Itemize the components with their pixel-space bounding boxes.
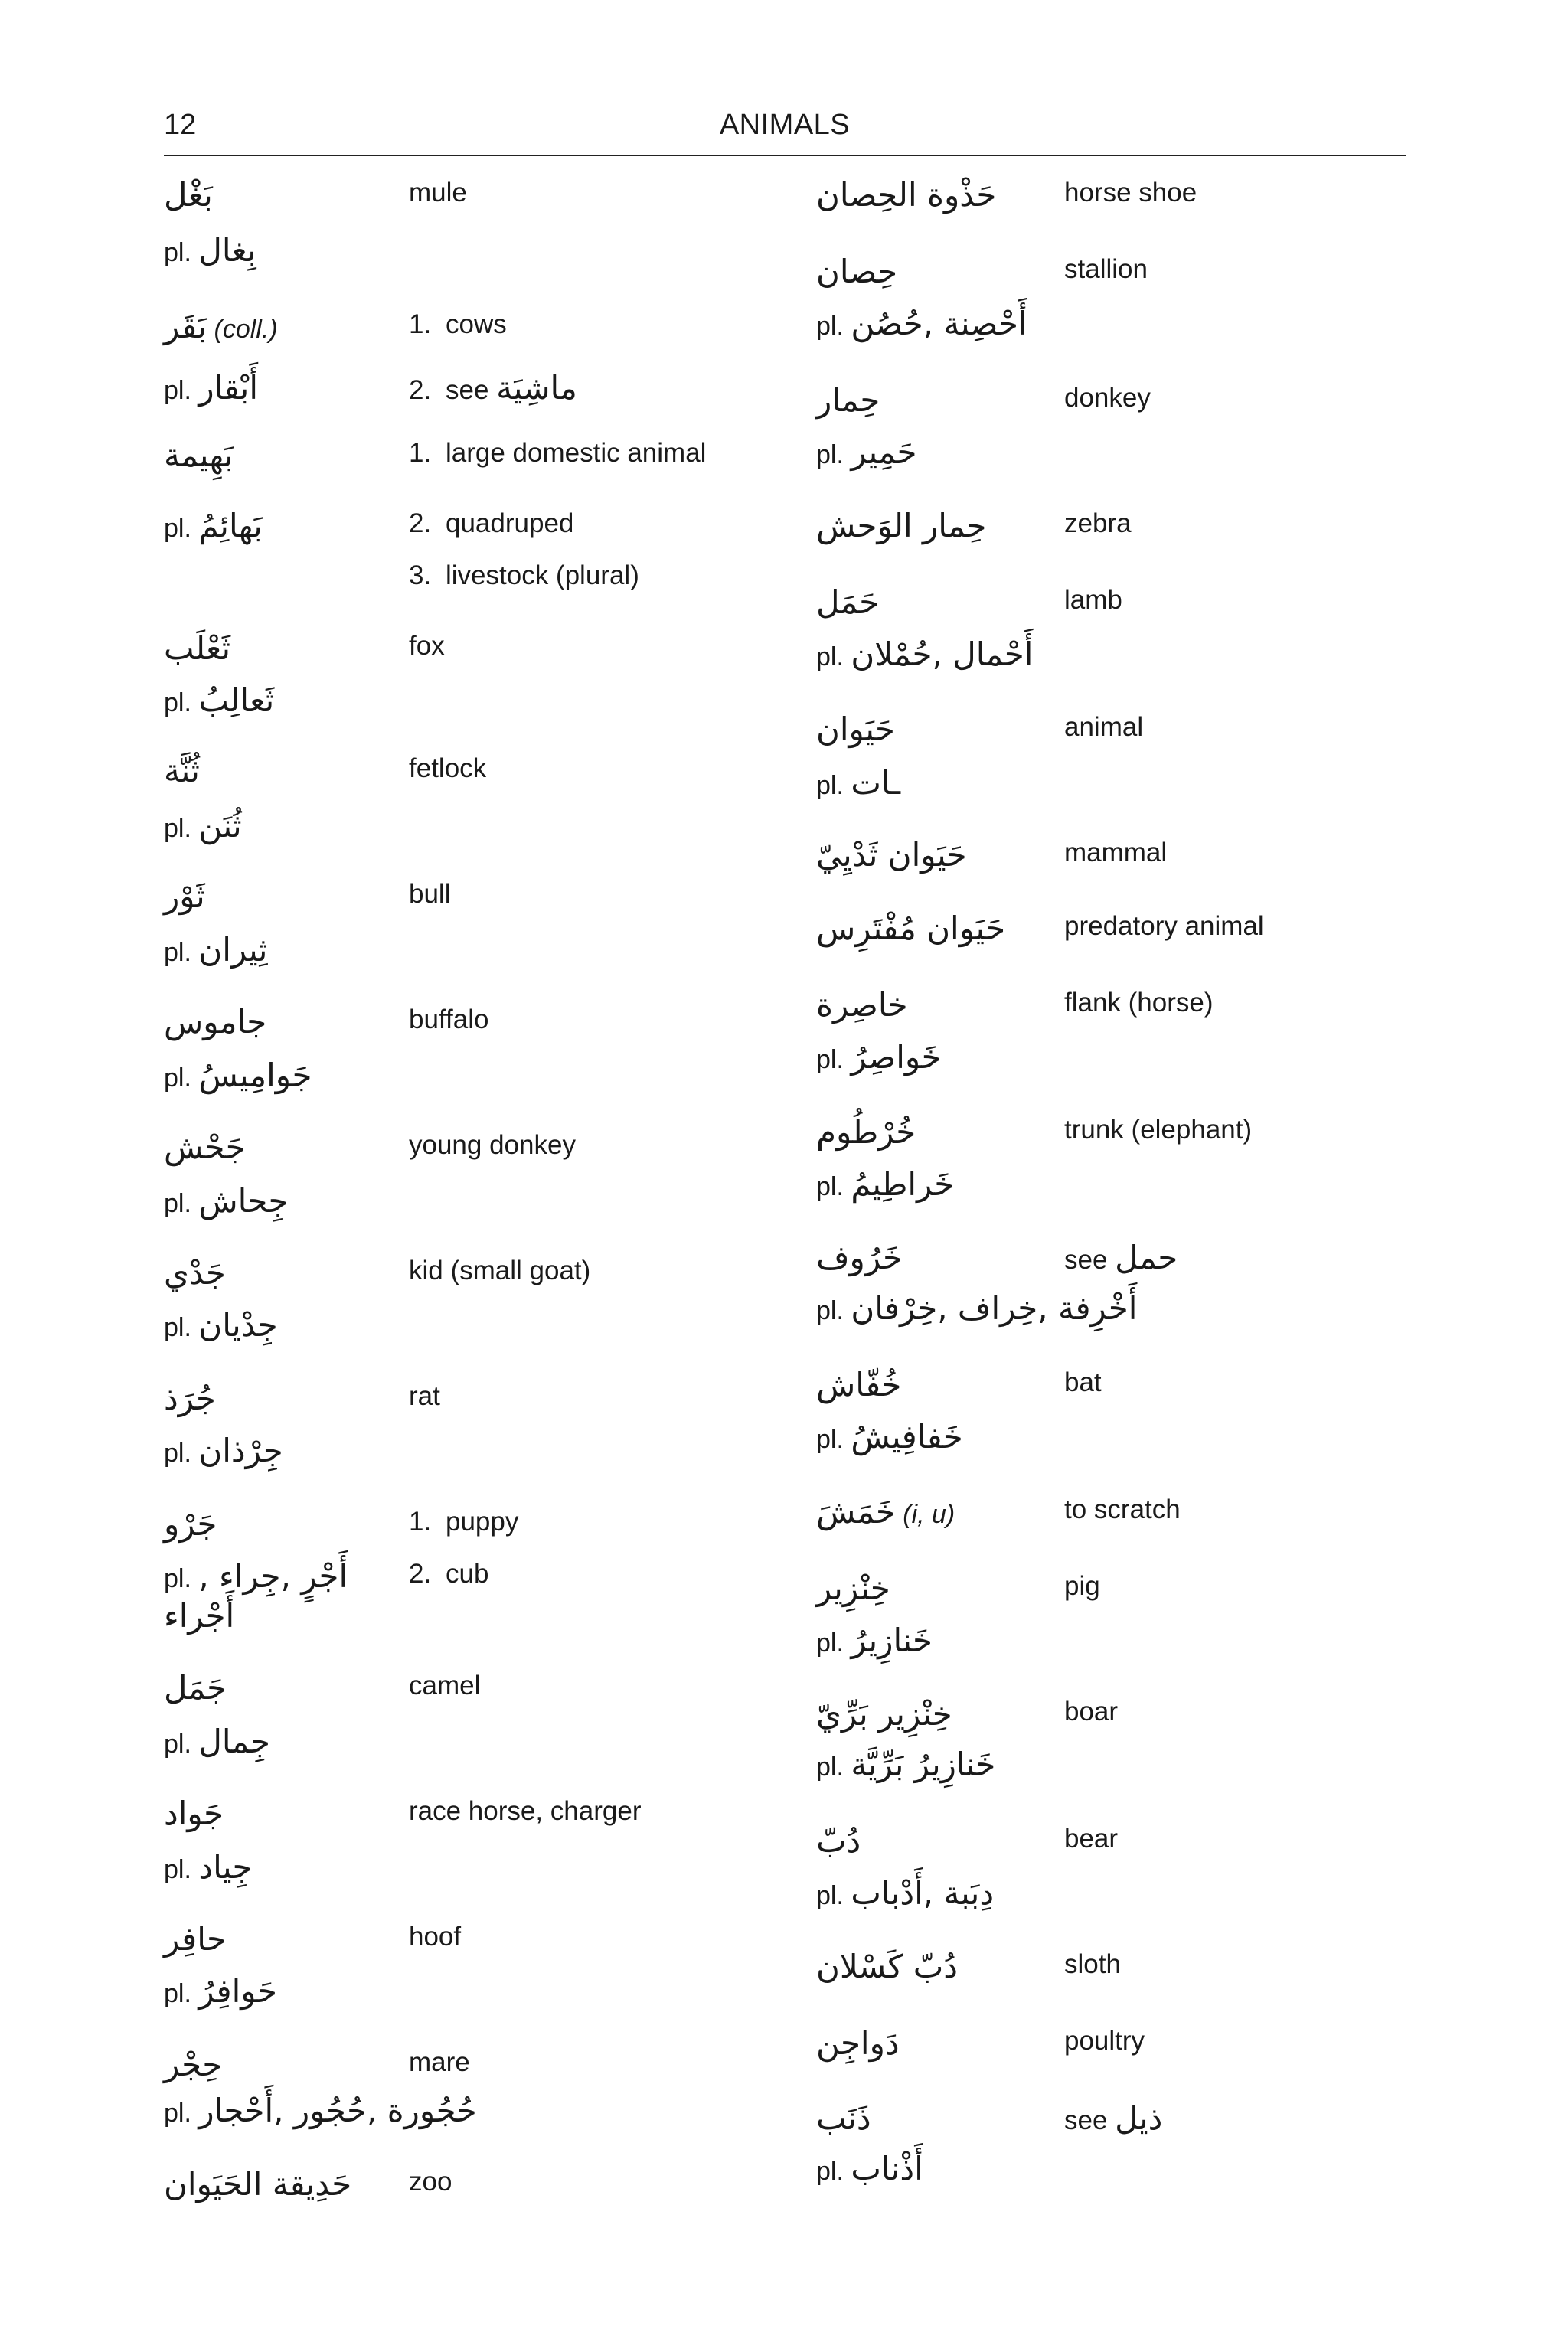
arabic-headword: حَمَل <box>816 583 880 621</box>
headword-line <box>164 1003 267 1040</box>
plural-label: pl. <box>164 688 199 717</box>
plural-line <box>164 1723 270 1760</box>
gloss-text: see <box>1064 2105 1108 2135</box>
gloss-text: predatory animal <box>1064 911 1264 941</box>
english-gloss <box>409 1508 518 1535</box>
plural-label: pl. <box>816 1628 851 1658</box>
gloss-text: boar <box>1064 1697 1119 1726</box>
english-gloss <box>1064 714 1143 740</box>
plural-label: pl. <box>164 1855 199 1884</box>
arabic-plural: خَفافِيشُ <box>851 1418 963 1455</box>
arabic-plural: بِغال <box>198 231 256 269</box>
gloss-text: animal <box>1064 712 1144 742</box>
gloss-text: cows <box>446 309 507 339</box>
gloss-text: mammal <box>1064 838 1168 867</box>
plural-line <box>164 507 263 544</box>
headword-line <box>164 629 231 667</box>
page-header <box>164 109 1406 156</box>
headword-line <box>164 1380 216 1417</box>
plural-line <box>816 1874 995 1912</box>
gloss-text: rat <box>409 1381 440 1411</box>
headword-line <box>816 1113 916 1151</box>
english-gloss <box>409 632 445 659</box>
english-gloss <box>1064 1239 1178 1276</box>
arabic-headword: جَرْو <box>164 1505 217 1543</box>
arabic-headword: ثُنَّة <box>164 752 200 789</box>
arabic-headword: حَيَوان ثَدْيِيّ <box>816 836 967 874</box>
arabic-headword: حَيَوان مُفْتَرِس <box>816 910 1006 947</box>
arabic-headword: جَمَل <box>164 1669 227 1707</box>
arabic-headword: خُرْطُوم <box>816 1113 916 1151</box>
headword-line <box>164 1669 227 1707</box>
plural-line <box>164 231 256 269</box>
gloss-text: lamb <box>1064 585 1122 615</box>
plural-line <box>816 2150 923 2187</box>
plural-label: pl. <box>816 312 851 341</box>
gloss-text: trunk (elephant) <box>1064 1115 1253 1145</box>
arabic-headword: جَدْي <box>164 1254 226 1292</box>
gloss-text: see <box>1064 1245 1108 1275</box>
headword-line <box>816 1948 958 1985</box>
arabic-plural: أَخْرِفة ,خِراف ,خِرْفان <box>851 1289 1138 1327</box>
arabic-plural: حَمِير <box>851 433 917 471</box>
english-gloss <box>1064 1825 1118 1852</box>
gloss-text: bat <box>1064 1367 1102 1397</box>
page-number: 12 <box>164 109 197 141</box>
plural-line <box>164 931 268 969</box>
headword-line <box>816 710 895 748</box>
sense-number: 2. <box>409 375 432 405</box>
gloss-text: young donkey <box>409 1130 576 1160</box>
arabic-plural: ثَعالِبُ <box>198 681 275 719</box>
plural-line <box>816 1418 963 1455</box>
english-gloss <box>409 2168 452 2195</box>
headword-line <box>164 1254 226 1292</box>
gloss-text: mule <box>409 178 467 207</box>
plural-line-continued <box>164 1597 235 1635</box>
plural-line <box>816 635 1034 673</box>
arabic-plural: ثِيران <box>198 931 268 969</box>
plural-line <box>164 1057 312 1094</box>
headword-line <box>164 176 213 214</box>
plural-label: pl. <box>164 238 199 267</box>
arabic-plural: جِحاش <box>198 1182 289 1220</box>
arabic-headword: حِصان <box>816 253 898 290</box>
gloss-text: bull <box>409 879 451 909</box>
plural-label: pl. <box>164 2099 199 2128</box>
english-gloss <box>1064 586 1122 613</box>
sense-number: 2. <box>409 1559 432 1589</box>
headword-line <box>164 752 200 789</box>
plural-label: pl. <box>816 1172 851 1201</box>
arabic-headword: ثَوْر <box>164 877 205 915</box>
cross-reference-arabic: ماشِيَة <box>496 369 577 407</box>
english-gloss <box>1064 839 1167 866</box>
plural-line <box>816 1746 996 1783</box>
headword-line <box>816 836 967 874</box>
english-gloss <box>1064 1116 1252 1143</box>
plural-label: pl. <box>164 814 199 843</box>
gloss-text: cub <box>446 1559 489 1589</box>
english-gloss <box>409 1560 488 1587</box>
plural-line <box>164 681 275 719</box>
gloss-text: zoo <box>409 2167 452 2197</box>
gloss-text: buffalo <box>409 1004 489 1034</box>
plural-label: pl. <box>164 938 199 967</box>
plural-line <box>164 369 259 407</box>
headword-line <box>164 1795 224 1832</box>
english-gloss <box>1064 1951 1121 1978</box>
headword-line <box>816 507 987 544</box>
arabic-plural: بَهائِمُ <box>198 507 263 544</box>
plural-label: pl. <box>164 1979 199 2008</box>
plural-line <box>816 764 900 802</box>
plural-line <box>816 1289 1138 1327</box>
arabic-headword: جَواد <box>164 1795 224 1832</box>
arabic-headword: ذَنَب <box>816 2099 871 2137</box>
english-gloss <box>409 1672 480 1699</box>
english-gloss <box>1064 256 1148 283</box>
english-gloss <box>1064 510 1132 537</box>
plural-line <box>816 1165 955 1203</box>
plural-label: pl. <box>164 1063 199 1093</box>
arabic-plural: جِرْذان <box>198 1432 283 1469</box>
arabic-plural: أَبْقار <box>198 369 259 407</box>
headword-line <box>164 1920 227 1958</box>
arabic-headword: حَذْوة الحِصان <box>816 176 997 214</box>
english-gloss <box>409 1006 488 1033</box>
headword-line <box>816 1366 902 1403</box>
arabic-plural: خَواصِرُ <box>851 1038 942 1076</box>
gloss-text: donkey <box>1064 383 1151 413</box>
english-gloss <box>409 1257 590 1284</box>
plural-label: pl. <box>164 1439 199 1468</box>
plural-label: pl. <box>816 1045 851 1074</box>
arabic-plural: أَذْناب <box>851 2150 923 2187</box>
headword-line <box>816 176 997 214</box>
plural-label: pl. <box>816 440 851 469</box>
arabic-headword: جاموس <box>164 1003 267 1040</box>
plural-label: pl. <box>164 1730 199 1759</box>
headword-line <box>816 986 908 1024</box>
plural-line <box>164 807 242 844</box>
gloss-text: kid (small goat) <box>409 1256 591 1285</box>
arabic-plural: جَوامِيسُ <box>198 1057 312 1094</box>
cross-reference-arabic: ذيل <box>1115 2099 1163 2137</box>
gloss-text: bear <box>1064 1824 1119 1854</box>
grammar-note: (i, u) <box>895 1500 956 1529</box>
arabic-headword: بَغْل <box>164 176 213 214</box>
arabic-headword: حِمار الوَحش <box>816 507 987 544</box>
plural-line <box>164 2092 477 2129</box>
plural-label: pl. <box>816 1425 851 1454</box>
plural-label: pl. <box>164 376 199 405</box>
arabic-plural: ـات <box>851 764 900 802</box>
gloss-text: horse shoe <box>1064 178 1197 207</box>
plural-line <box>816 433 917 471</box>
english-gloss <box>409 880 450 907</box>
gloss-text: fetlock <box>409 753 487 783</box>
headword-line <box>164 2046 223 2083</box>
english-gloss <box>409 311 507 338</box>
plural-label: pl. <box>164 1313 199 1342</box>
grammar-note: (coll.) <box>207 315 278 344</box>
gloss-text: see <box>446 375 489 405</box>
arabic-headword: دَواجِن <box>816 2024 900 2062</box>
plural-line <box>816 1622 933 1659</box>
cross-reference-arabic: حمل <box>1115 1239 1178 1276</box>
arabic-headword: بَقَر <box>164 308 207 345</box>
plural-line <box>164 1306 278 1344</box>
plural-label: pl. <box>164 1564 199 1593</box>
gloss-text: pig <box>1064 1571 1100 1601</box>
sense-number: 2. <box>409 508 432 538</box>
arabic-headword: خُفّاش <box>816 1366 902 1403</box>
plural-label: pl. <box>816 771 851 800</box>
arabic-plural: حُجُورة ,حُجُور ,أَحْجار <box>198 2092 477 2129</box>
headword-line <box>816 1239 903 1276</box>
arabic-plural: أَحْمال ,حُمْلان <box>851 635 1034 673</box>
arabic-headword: دُبّ <box>816 1822 861 1860</box>
headword-line <box>164 2165 352 2203</box>
gloss-text: fox <box>409 631 445 661</box>
headword-line <box>816 1493 956 1530</box>
arabic-headword: جُرَذ <box>164 1380 216 1417</box>
sense-number: 3. <box>409 560 432 590</box>
gloss-text: poultry <box>1064 2026 1145 2056</box>
arabic-plural: حَوافِرُ <box>198 1972 277 2010</box>
english-gloss <box>1064 179 1197 206</box>
gloss-text: quadruped <box>446 508 574 538</box>
plural-line <box>164 1972 277 2010</box>
arabic-plural: أَحْصِنة ,حُصُن <box>851 305 1027 342</box>
english-gloss <box>1064 1496 1181 1523</box>
arabic-headword: ثَعْلَب <box>164 629 231 667</box>
gloss-text: mare <box>409 2047 470 2077</box>
gloss-text: livestock (plural) <box>446 560 639 590</box>
plural-label: pl. <box>164 514 199 543</box>
english-gloss <box>1064 2027 1145 2054</box>
plural-label: pl. <box>816 2157 851 2186</box>
sense-number: 1. <box>409 1507 432 1537</box>
arabic-plural: جِمال <box>198 1723 270 1760</box>
headword-line <box>164 308 278 345</box>
english-gloss <box>1064 1698 1118 1725</box>
english-gloss <box>1064 1369 1102 1396</box>
english-gloss <box>409 1923 461 1950</box>
sense-number: 1. <box>409 438 432 468</box>
arabic-headword: جَحْش <box>164 1129 246 1166</box>
plural-line <box>164 1432 283 1469</box>
gloss-text: camel <box>409 1671 481 1700</box>
arabic-plural: ثُنَن <box>198 807 242 844</box>
headword-line <box>164 877 205 915</box>
headword-line <box>816 1570 890 1607</box>
english-gloss <box>1064 2099 1163 2137</box>
english-gloss <box>409 510 573 537</box>
plural-line <box>164 1557 348 1595</box>
arabic-headword: حافِر <box>164 1920 227 1958</box>
headword-line <box>164 1129 246 1166</box>
english-gloss <box>1064 989 1214 1016</box>
headword-line <box>816 583 880 621</box>
plural-line <box>816 305 1027 342</box>
arabic-headword: خَرُوف <box>816 1239 903 1276</box>
plural-line <box>164 1848 253 1886</box>
headword-line <box>164 436 234 474</box>
headword-line <box>816 1822 861 1860</box>
english-gloss <box>409 562 639 589</box>
arabic-headword: خِنْزِير بَرِّيّ <box>816 1695 952 1733</box>
headword-line <box>816 253 898 290</box>
arabic-plural: جِياد <box>198 1848 253 1886</box>
english-gloss <box>409 2049 470 2076</box>
arabic-plural: أَجْرٍ ,جِراء , <box>198 1557 348 1595</box>
plural-line <box>816 1038 942 1076</box>
gloss-text: race horse, charger <box>409 1796 642 1826</box>
plural-label: pl. <box>164 1189 199 1218</box>
headword-line <box>816 910 1006 947</box>
english-gloss <box>409 1798 641 1824</box>
arabic-plural: جِدْيان <box>198 1306 278 1344</box>
gloss-text: puppy <box>446 1507 519 1537</box>
arabic-plural: خَنازِيرُ <box>851 1622 933 1659</box>
english-gloss <box>409 1132 576 1158</box>
english-gloss <box>409 1383 440 1410</box>
arabic-headword: خاصِرة <box>816 986 908 1024</box>
plural-label: pl. <box>816 1881 851 1910</box>
gloss-text: to scratch <box>1064 1494 1181 1524</box>
english-gloss <box>409 179 467 206</box>
english-gloss <box>409 755 486 782</box>
headword-line <box>816 1695 952 1733</box>
headword-line <box>816 2024 900 2062</box>
english-gloss <box>1064 913 1264 939</box>
gloss-text: large domestic animal <box>446 438 707 468</box>
gloss-text: hoof <box>409 1922 462 1952</box>
arabic-headword: حَيَوان <box>816 710 895 748</box>
arabic-plural: خَراطِيمُ <box>851 1165 955 1203</box>
plural-label: pl. <box>816 1296 851 1325</box>
gloss-text: flank (horse) <box>1064 988 1214 1018</box>
english-gloss <box>1064 384 1151 411</box>
headword-line <box>816 2099 871 2137</box>
arabic-headword: بَهِيمة <box>164 436 234 474</box>
plural-label: pl. <box>816 642 851 671</box>
gloss-text: sloth <box>1064 1949 1121 1979</box>
arabic-headword: خِنْزِير <box>816 1570 890 1607</box>
arabic-headword: حِمار <box>816 381 880 419</box>
gloss-text: zebra <box>1064 508 1132 538</box>
plural-label: pl. <box>816 1753 851 1782</box>
headword-line <box>164 1505 217 1543</box>
arabic-plural: خَنازِيرُ بَرِّيَّة <box>851 1746 996 1783</box>
headword-line <box>816 381 880 419</box>
arabic-headword: دُبّ كَسْلان <box>816 1948 958 1985</box>
english-gloss <box>409 369 577 407</box>
arabic-headword: خَمَشَ <box>816 1493 896 1530</box>
english-gloss <box>1064 1573 1100 1599</box>
arabic-headword: حَدِيقة الحَيَوان <box>164 2165 352 2203</box>
arabic-plural: أَجْراء <box>164 1597 235 1635</box>
sense-number: 1. <box>409 309 432 339</box>
arabic-headword: حِجْر <box>164 2046 223 2083</box>
page-title: ANIMALS <box>719 109 851 141</box>
plural-line <box>164 1182 289 1220</box>
arabic-plural: دِبَبة ,أَدْباب <box>851 1874 995 1912</box>
english-gloss <box>409 439 706 466</box>
gloss-text: stallion <box>1064 254 1148 284</box>
